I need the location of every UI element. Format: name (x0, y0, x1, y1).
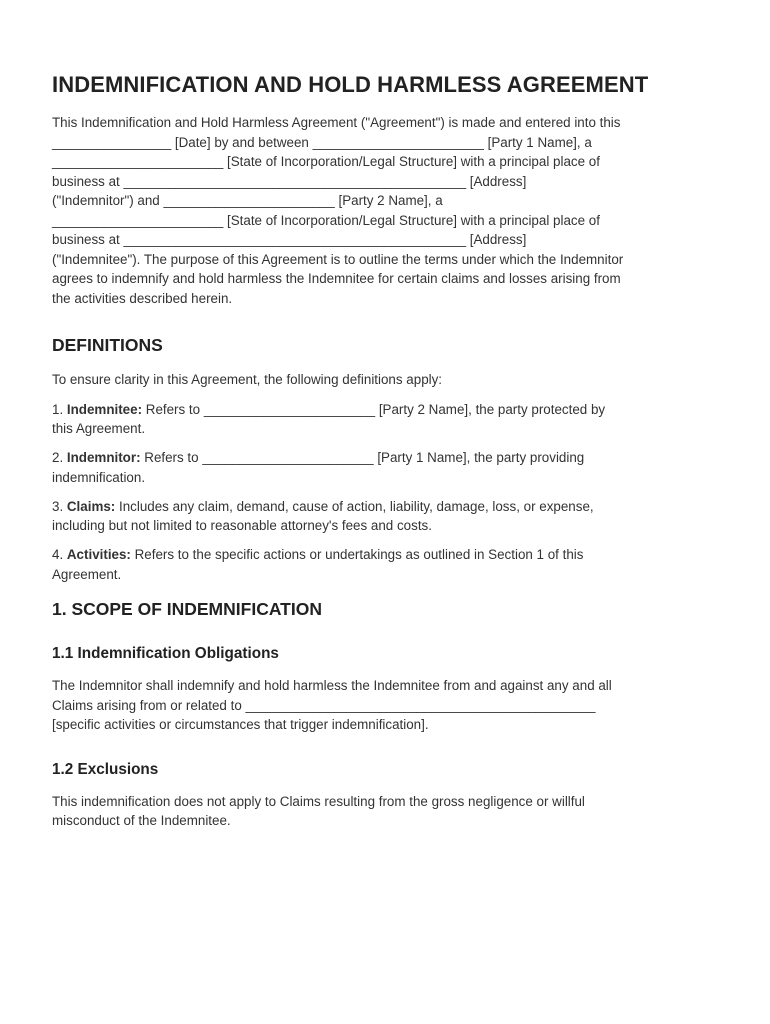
paragraph-line: Claims arising from or related to _______________________________________________ (52, 697, 596, 713)
definition-text: Agreement. (52, 566, 122, 582)
definition-term: Indemnitee: (66, 401, 143, 417)
definition-text: Refers to _______________________ [Party 2 Name], the party protected by (142, 401, 606, 417)
intro-line: business at ______________________________________________ [Address] (52, 232, 527, 247)
intro-line: ________________ [Date] by and between _______________________ [Party 1 Name], a (52, 134, 592, 150)
definition-text: Refers to the specific actions or undertakings as outlined in Section 1 of this (130, 547, 584, 562)
definition-text: Refers to _______________________ [Party 1 Name], the party providing (140, 450, 585, 465)
section-1-2-heading: 1.2 Exclusions (52, 760, 159, 778)
document-title: INDEMNIFICATION AND HOLD HARMLESS AGREEMENT (52, 72, 649, 97)
definition-item-indemnitor (52, 448, 722, 487)
definition-text: including but not limited to reasonable attorney's fees and costs. (52, 518, 432, 533)
definition-term: Claims: (66, 498, 116, 514)
intro-line: business at ______________________________________________ [Address] (52, 173, 527, 189)
definition-item-indemnitee (52, 400, 722, 439)
intro-line: ("Indemnitor") and _______________________ [Party 2 Name], a (52, 193, 443, 208)
definition-text: Includes any claim, demand, cause of action, liability, damage, loss, or expense, (115, 498, 594, 514)
definition-number: 3. (52, 498, 67, 514)
section-1-heading: 1. SCOPE OF INDEMNIFICATION (52, 599, 322, 619)
definition-text: indemnification. (52, 469, 146, 485)
paragraph-line: [specific activities or circumstances that trigger indemnification]. (52, 717, 429, 732)
definition-number: 1. (52, 401, 67, 417)
section-1-2-paragraph (52, 792, 722, 831)
intro-line: _______________________ [State of Incorporation/Legal Structure] with a principal place of (52, 154, 600, 169)
document-page (52, 68, 722, 855)
intro-line: agrees to indemnify and hold harmless the Indemnitee for certain claims and losses arising from (52, 271, 621, 286)
definition-number: 2. (52, 450, 67, 465)
paragraph-line: misconduct of the Indemnitee. (52, 813, 231, 828)
intro-line: ("Indemnitee"). The purpose of this Agreement is to outline the terms under which the Indemnitor (52, 251, 624, 267)
definition-text: this Agreement. (52, 421, 146, 436)
definition-item-claims (52, 497, 722, 536)
definition-term: Indemnitor: (66, 450, 141, 465)
definitions-lead: To ensure clarity in this Agreement, the following definitions apply: (52, 372, 443, 387)
definitions-heading: DEFINITIONS (52, 335, 163, 355)
intro-line: _______________________ [State of Incorporation/Legal Structure] with a principal place of (52, 212, 600, 228)
definition-term: Activities: (66, 547, 131, 562)
definition-number: 4. (52, 547, 67, 562)
section-1-1-paragraph (52, 676, 722, 735)
paragraph-line: The Indemnitor shall indemnify and hold harmless the Indemnitee from and against any and all (52, 678, 612, 693)
intro-line: This Indemnification and Hold Harmless Agreement ("Agreement") is made and entered into this (52, 115, 621, 130)
paragraph-line: This indemnification does not apply to Claims resulting from the gross negligence or willful (52, 793, 585, 809)
section-1-1-heading: 1.1 Indemnification Obligations (52, 645, 279, 662)
intro-line: the activities described herein. (52, 290, 233, 306)
definition-item-activities (52, 545, 722, 584)
intro-paragraph (52, 113, 722, 308)
